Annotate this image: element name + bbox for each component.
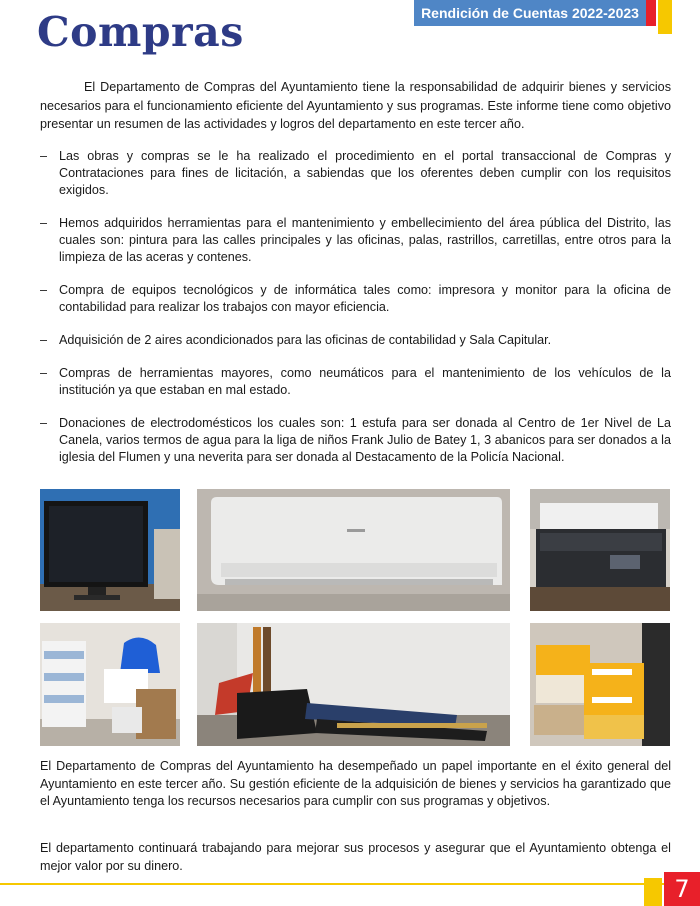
- bullet-list: [40, 148, 671, 482]
- report-badge: Rendición de Cuentas 2022-2023: [414, 0, 646, 26]
- footer-line: [0, 883, 668, 885]
- paper-reams-photo: [530, 623, 670, 746]
- closing-paragraph-2: El departamento continuará trabajando para mejorar sus procesos y asegurar que el Ayuntamiento obtenga el mejor valor por su dinero.: [40, 841, 671, 873]
- page-number: 7: [664, 872, 700, 906]
- list-item: – Las obras y compras se le ha realizado el procedimiento en el portal transaccional de Compras y Contrataciones para fines de licitación, a sabiendas que los oferentes deben cumplir con los requisitos exigidos.: [40, 149, 671, 197]
- intro-paragraph: El Departamento de Compras del Ayuntamiento tiene la responsabilidad de adquirir bienes y servicios necesarios para el funcionamiento eficiente del Ayuntamiento y sus programas. Este informe tiene como objetivo presentar un resumen de las actividades y logros del departamento en este tercer año.: [40, 80, 671, 131]
- closing-paragraph: El Departamento de Compras del Ayuntamiento ha desempeñado un papel importante en el éxito general del Ayuntamiento en este tercer año. Su gestión eficiente de la adquisición de bienes y servicios ha garantizado que el Ayuntamiento tenga los recursos necesarios para cumplir con sus programas y objetivos.: [40, 759, 671, 808]
- list-item: – Hemos adquiridos herramientas para el mantenimiento y embellecimiento del área pública del Distrito, las cuales son: pintura para las calles principales y las oficinas, palas, rastrillos, carretillas, entre otros para la limpieza de las aceras y contenes.: [40, 216, 671, 264]
- list-item: – Compras de herramientas mayores, como neumáticos para el mantenimiento de los vehículos de la institución ya que estaban en mal estado.: [40, 366, 671, 397]
- air-conditioner-photo: [197, 489, 510, 611]
- header-badge: [414, 0, 700, 34]
- list-item: – Compra de equipos tecnológicos y de informática tales como: impresora y monitor para la oficina de contabilidad para realizar los trabajos con mayor eficiencia.: [40, 283, 671, 314]
- page-title: Compras: [37, 8, 244, 56]
- red-accent: [646, 0, 656, 26]
- yellow-accent: [658, 0, 672, 34]
- list-item: – Donaciones de electrodomésticos los cuales son: 1 estufa para ser donada al Centro de 1er Nivel de La Canela, varios termos de agua para la liga de niños Frank Julio de Batey 1, 3 abanicos para ser donados a la iglesia del Flumen y una neverita para ser donada al Destacamento de la Policía Nacional.: [40, 416, 671, 464]
- list-item: – Adquisición de 2 aires acondicionados para las oficinas de contabilidad y Sala Capitular.: [40, 333, 552, 347]
- footer-yellow-accent: [644, 878, 662, 906]
- bullet-marker: –: [40, 416, 48, 430]
- bullet-marker: –: [40, 366, 48, 380]
- bullet-marker: –: [40, 283, 48, 297]
- tools-photo: [197, 623, 510, 746]
- bullet-marker: –: [40, 149, 48, 163]
- bullet-marker: –: [40, 333, 48, 347]
- monitor-photo: [40, 489, 180, 611]
- printer-photo: [530, 489, 670, 611]
- bullet-marker: –: [40, 216, 48, 230]
- paper-boxes-photo: [40, 623, 180, 746]
